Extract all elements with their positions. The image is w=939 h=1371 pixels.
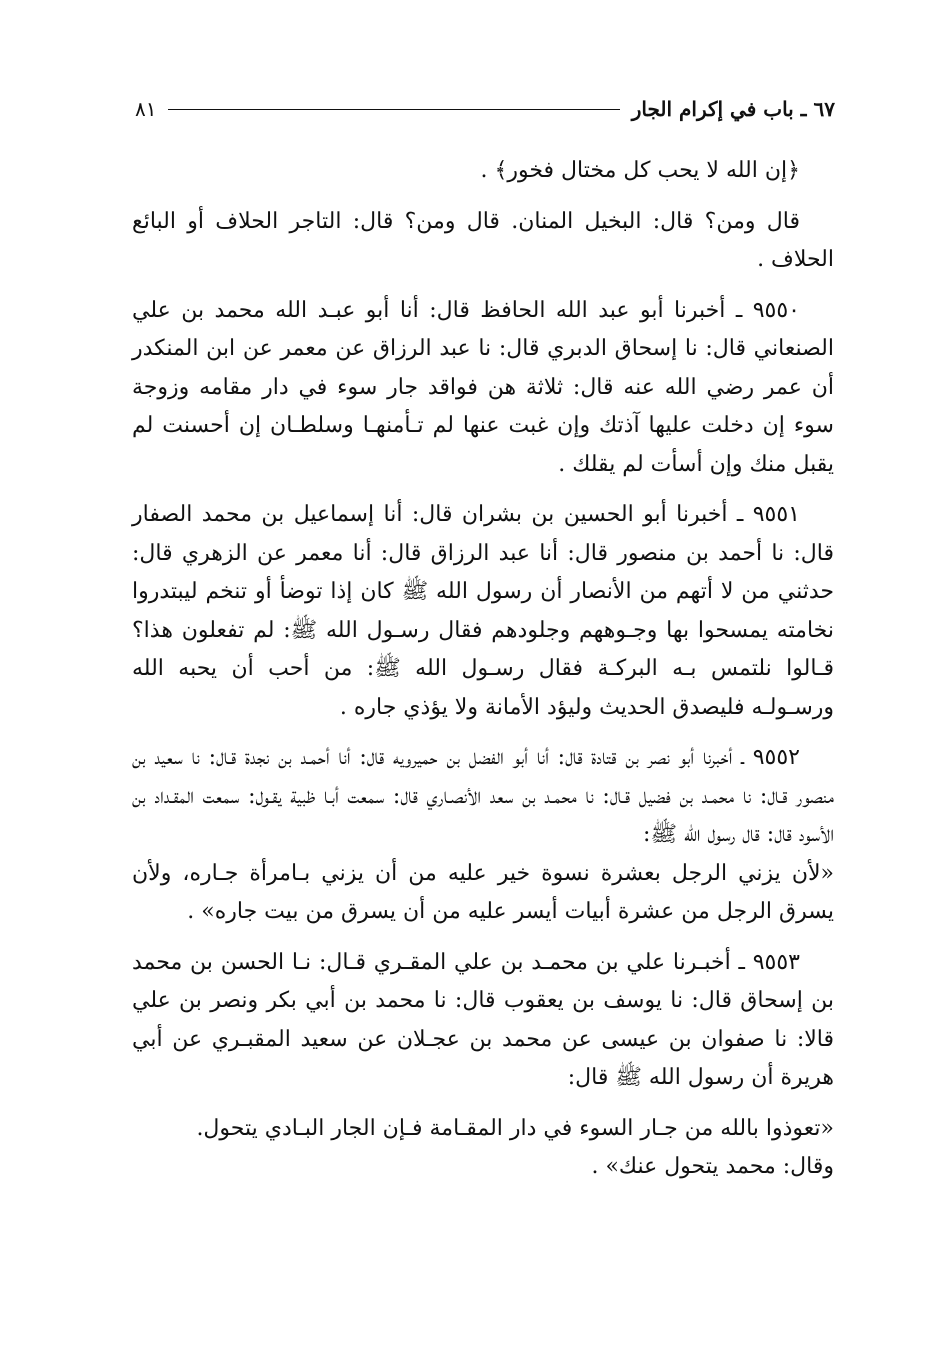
verse-line: ﴿إن الله لا يحب كل مختال فخور﴾ . bbox=[480, 158, 800, 183]
body-text bbox=[132, 152, 834, 1187]
hadith-9552: ٩٥٥٢ ـ أخبرنا أبو نصر بن قتادة قال: أنا أبو الفضل بن حميرويه قال: أنا أحمـد بن نجدة قـال: نا سعيد بن منصور قـال: نا محمـد بن فضيل قـال: نا محمـد بن سعد الأنصـاري قال: سمعت أبـا ظبية يقـول: سمعت المقـداد بن الأسود قال: قال رسول الله ﷺ: bbox=[132, 745, 834, 847]
running-header bbox=[135, 92, 835, 126]
quote-9553-line-1: «تعوذوا بالله من جـار السوء في دار المقـامة فـإن الجار البـادي يتحول. bbox=[196, 1115, 834, 1141]
chapter-title: ٦٧ ـ باب في إكرام الجار bbox=[631, 97, 835, 121]
page-number: ٨١ bbox=[135, 97, 157, 121]
hadith-9550: ٩٥٥٠ ـ أخبرنا أبو عبد الله الحافظ قال: أنا أبو عبـد الله محمد بن علي الصنعاني قال: نا إسحاق الدبري قال: نا عبد الرزاق عن معمر عن ابن المنكدر أن عمر رضي الله عنه قال: ثلاثة هن فواقد جار سوء في دار مقامه وزوجة سوء إن دخلت عليها آذتك وإن غبت عنها لم تـأمنهـا وسلطـان إن أحسنت لم يقبل منك وإن أسأت لم يقلك . bbox=[132, 297, 834, 477]
paragraph-intro: قال ومن؟ قال: البخيل المنان. قال ومن؟ قال: التاجر الحلاف أو البائع الحلاف . bbox=[132, 208, 834, 272]
header-rule bbox=[168, 109, 619, 110]
quote-9553-line-2: وقال: محمد يتحول عنك» . bbox=[591, 1154, 834, 1179]
hadith-9553: ٩٥٥٣ ـ أخبـرنا علي بن محمـد بن علي المقـري قـال: نـا الحسن بن محمد بن إسحاق قال: نا يوسف بن يعقوب قال: نا محمد بن أبي بكر ونصر بن علي قالا: نا صفوان بن عيسى عن محمد بن عجـلان عن سعيد المقبـري عن أبي هريرة أن رسول الله ﷺ قال: bbox=[132, 949, 834, 1090]
quote-9552: «لأن يزني الرجل بعشرة نسوة خير عليه من أن يزني بـامرأة جـاره، ولأن يسرق الرجل من عشرة أبيات أيسر عليه من أن يسرق من بيت جاره» . bbox=[132, 860, 834, 924]
hadith-9551: ٩٥٥١ ـ أخبرنا أبو الحسين بن بشران قال: أنا إسماعيل بن محمد الصفار قال: نا أحمد بن منصور قال: أنا عبد الرزاق قال: أنا معمر عن الزهري قال: حدثني من لا أتهم من الأنصار أن رسول الله ﷺ كان إذا توضأ أو تنخم ليبتدروا نخامته يمسحوا بها وجـوههم وجلودهم فقال رسـول الله ﷺ: لم تفعلون هذا؟ قـالوا نلتمس بـه البركـة فقال رسـول الله ﷺ: من أحب أن يحبه الله ورسـولـه فليصدق الحديث وليؤد الأمانة ولا يؤذي جاره . bbox=[132, 502, 834, 720]
